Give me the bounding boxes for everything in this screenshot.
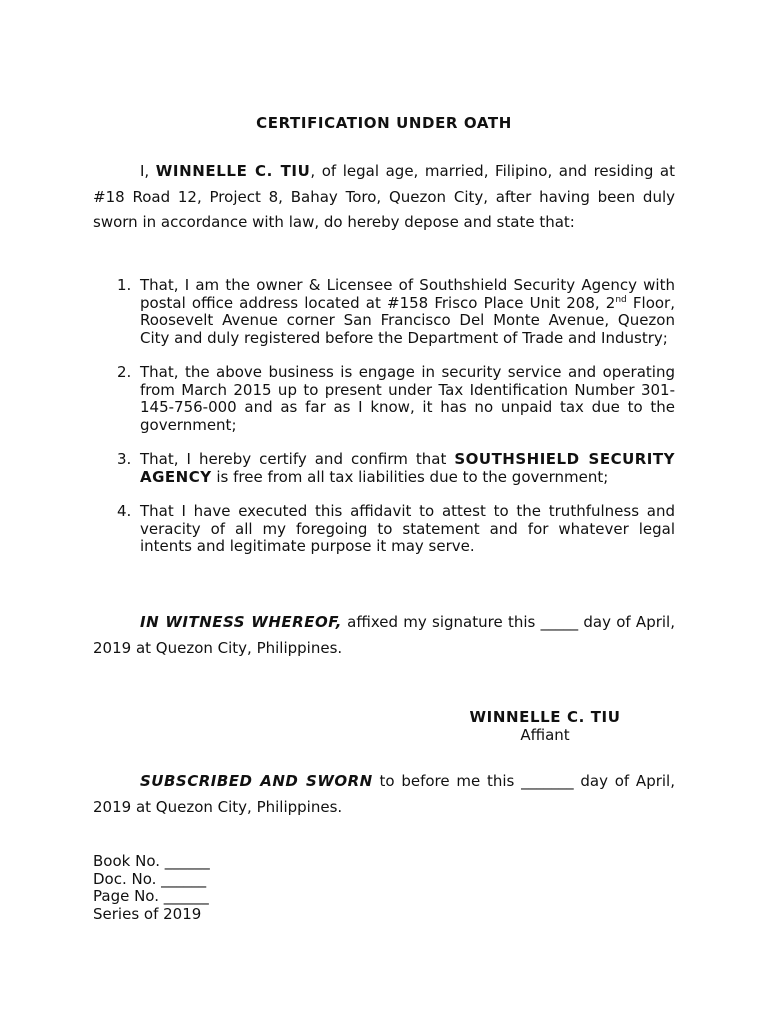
notary-block — [93, 853, 210, 923]
statement-list — [117, 277, 675, 573]
item-text: That, the above business is engage in security service and operating from March 2015 up to present under Tax Identification Number 301-145-756-000 and as far as I know, it has no unpaid tax due to the government; — [140, 363, 675, 434]
series-year: Series of 2019 — [93, 904, 202, 923]
list-item — [117, 364, 675, 434]
witness-paragraph — [93, 610, 675, 661]
intro-text: , of legal age, married, Filipino, and residing at #18 Road 12, Project 8, Bahay Toro, Quezon City, after having been duly sworn in accordance with law, do hereby depose and state that: — [93, 162, 676, 231]
witness-text: affixed my signature this _____ day of April, 2019 at Quezon City, Philippines. — [93, 613, 675, 657]
agency-name: SOUTHSHIELD SECURITY AGENCY — [140, 450, 675, 486]
sworn-text: to before me this _______ day of April, 2019 at Quezon City, Philippines. — [93, 772, 675, 816]
intro-paragraph — [93, 159, 675, 236]
witness-lead: IN WITNESS WHEREOF, — [140, 613, 342, 631]
affiant-name-intro: WINNELLE C. TIU — [155, 162, 311, 180]
signature-block — [430, 708, 660, 744]
sworn-paragraph — [93, 769, 675, 820]
list-item — [117, 277, 675, 347]
item-number: 1. — [117, 276, 132, 294]
document-title: CERTIFICATION UNDER OATH — [256, 114, 512, 132]
list-item — [117, 503, 675, 556]
item-text-cont: is free from all tax liabilities due to the government; — [211, 467, 609, 486]
doc-number: Doc. No. ______ — [93, 869, 207, 888]
item-text-cont: Floor, Roosevelt Avenue corner San Francisco Del Monte Avenue, Quezon City and duly registered before the Department of Trade and Industry; — [140, 293, 675, 347]
item-text: That I have executed this affidavit to attest to the truthfulness and veracity of all my foregoing to statement and for whatever legal intents and legitimate purpose it may serve. — [140, 502, 675, 555]
intro-pre: I, — [140, 162, 156, 180]
book-number: Book No. ______ — [93, 852, 210, 870]
affiant-role: Affiant — [520, 726, 570, 744]
item-superscript: nd — [615, 294, 627, 305]
item-number: 2. — [117, 363, 132, 381]
item-text: That, I hereby certify and confirm that — [140, 450, 455, 468]
sworn-lead: SUBSCRIBED AND SWORN — [140, 772, 373, 790]
page-number: Page No. ______ — [93, 887, 209, 905]
affiant-name: WINNELLE C. TIU — [469, 708, 621, 726]
item-number: 4. — [117, 502, 132, 520]
item-text: That, I am the owner & Licensee of Southshield Security Agency with postal office address located at #158 Frisco Place Unit 208, 2 — [140, 276, 675, 312]
list-item — [117, 451, 675, 486]
item-number: 3. — [117, 450, 132, 468]
